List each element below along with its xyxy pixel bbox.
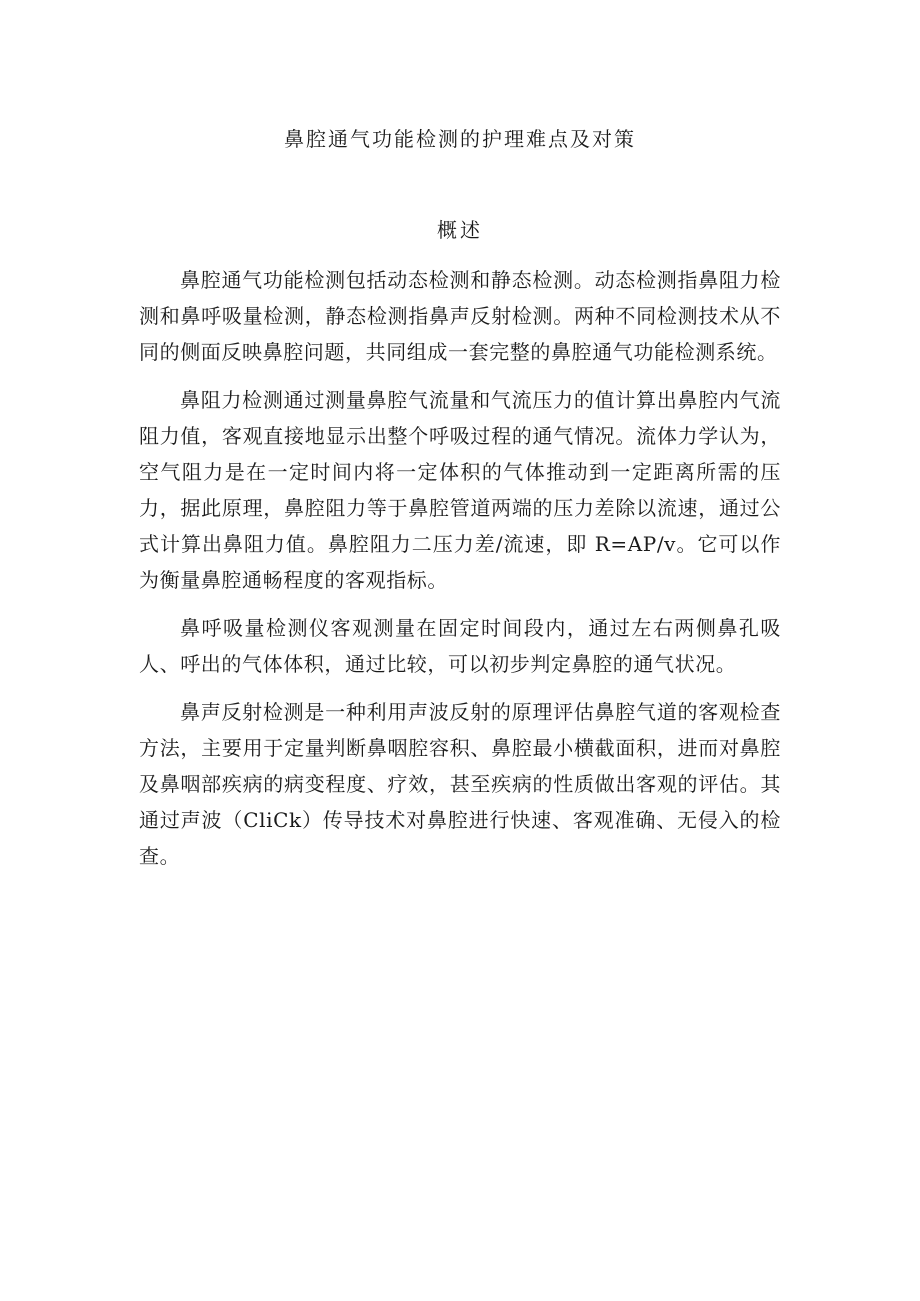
document-body [139,262,781,886]
paragraph-overview: 鼻腔通气功能检测包括动态检测和静态检测。动态检测指鼻阻力检测和鼻呼吸量检测，静态检测指鼻声反射检测。两种不同检测技术从不同的侧面反映鼻腔问题，共同组成一套完整的鼻腔通气功能检测系统。 [139,268,781,364]
paragraph-acoustic-rhinometry: 鼻声反射检测是一种利用声波反射的原理评估鼻腔气道的客观检查方法，主要用于定量判断鼻咽腔容积、鼻腔最小横截面积，进而对鼻腔及鼻咽部疾病的病变程度、疗效，甚至疾病的性质做出客观的评估。其通过声波（CliCk）传导技术对鼻腔进行快速、客观准确、无侵入的检查。 [139,700,781,868]
section-heading: 概述 [437,218,483,242]
paragraph-nasal-airflow-volume: 鼻呼吸量检测仪客观测量在固定时间段内，通过左右两侧鼻孔吸人、呼出的气体体积，通过比较，可以初步判定鼻腔的通气状况。 [139,616,781,676]
paragraph-nasal-resistance: 鼻阻力检测通过测量鼻腔气流量和气流压力的值计算出鼻腔内气流阻力值，客观直接地显示出整个呼吸过程的通气情况。流体力学认为，空气阻力是在一定时间内将一定体积的气体推动到一定距离所需的压力，据此原理，鼻腔阻力等于鼻腔管道两端的压力差除以流速，通过公式计算出鼻阻力值。鼻腔阻力二压力差/流速，即 R=AP/v。它可以作为衡量鼻腔通畅程度的客观指标。 [139,388,781,592]
document-title: 鼻腔通气功能检测的护理难点及对策 [284,127,636,151]
